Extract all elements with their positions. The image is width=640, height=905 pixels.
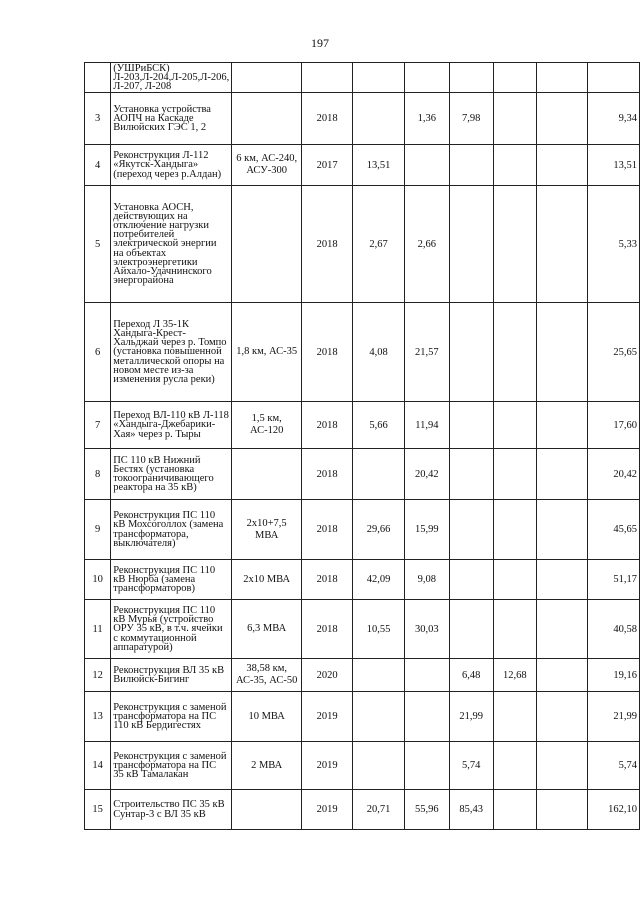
row-total: 40,58 [587, 600, 639, 659]
value-cell-2: 30,03 [405, 600, 449, 659]
value-cell-1: 4,08 [353, 303, 405, 402]
row-total: 21,99 [587, 692, 639, 742]
value-cell-2: 55,96 [405, 790, 449, 830]
value-cell-4 [493, 93, 536, 145]
project-name: Реконструкция ПС 110 кВ Мурья (устройство ОРУ 35 кВ, в т.ч. ячейки с коммутационной аппаратурой) [111, 600, 232, 659]
table-row [85, 145, 640, 186]
project-parameters: 1,8 км, АС-35 [232, 303, 302, 402]
project-parameters: 6,3 МВА [232, 600, 302, 659]
value-cell-2: 21,57 [405, 303, 449, 402]
project-parameters: 38,58 км, АС-35, АС-50 [232, 659, 302, 692]
value-cell-2 [405, 63, 449, 93]
value-cell-3 [449, 186, 493, 303]
commissioning-year: 2018 [302, 600, 353, 659]
value-cell-4 [493, 303, 536, 402]
row-number: 3 [85, 93, 111, 145]
project-parameters [232, 63, 302, 93]
value-cell-5 [536, 303, 587, 402]
commissioning-year: 2018 [302, 500, 353, 560]
value-cell-5 [536, 600, 587, 659]
row-total: 25,65 [587, 303, 639, 402]
value-cell-3 [449, 560, 493, 600]
value-cell-2: 15,99 [405, 500, 449, 560]
project-name: Реконструкция ПС 110 кВ Нюрба (замена трансформаторов) [111, 560, 232, 600]
value-cell-5 [536, 145, 587, 186]
row-number: 12 [85, 659, 111, 692]
commissioning-year: 2018 [302, 303, 353, 402]
row-number: 10 [85, 560, 111, 600]
table-row [85, 402, 640, 449]
value-cell-1: 42,09 [353, 560, 405, 600]
row-total: 5,33 [587, 186, 639, 303]
value-cell-1: 13,51 [353, 145, 405, 186]
commissioning-year: 2019 [302, 692, 353, 742]
value-cell-2: 2,66 [405, 186, 449, 303]
value-cell-3: 7,98 [449, 93, 493, 145]
value-cell-2: 1,36 [405, 93, 449, 145]
table-row [85, 692, 640, 742]
value-cell-5 [536, 500, 587, 560]
value-cell-3 [449, 600, 493, 659]
value-cell-2 [405, 692, 449, 742]
value-cell-3: 6,48 [449, 659, 493, 692]
row-number: 6 [85, 303, 111, 402]
project-name: Установка АОСН, действующих на отключение нагрузки потребителей электрической энергии на объектах электроэнергетики Айхало-Удачнинского энергорайона [111, 186, 232, 303]
row-number: 9 [85, 500, 111, 560]
row-number: 15 [85, 790, 111, 830]
project-name: Реконструкция ПС 110 кВ Мохсоголлох (замена трансформатора, выключателя) [111, 500, 232, 560]
commissioning-year: 2020 [302, 659, 353, 692]
value-cell-1 [353, 93, 405, 145]
value-cell-4 [493, 500, 536, 560]
value-cell-1: 2,67 [353, 186, 405, 303]
value-cell-3 [449, 402, 493, 449]
value-cell-2 [405, 145, 449, 186]
commissioning-year: 2019 [302, 742, 353, 790]
commissioning-year: 2018 [302, 449, 353, 500]
project-name: (УШРиБСК) Л-203,Л-204,Л-205,Л-206, Л-207, Л-208 [111, 63, 232, 93]
commissioning-year: 2018 [302, 186, 353, 303]
project-parameters: 2х10+7,5 МВА [232, 500, 302, 560]
project-name: Реконструкция ВЛ 35 кВ Вилюйск-Бигинг [111, 659, 232, 692]
value-cell-2 [405, 742, 449, 790]
value-cell-5 [536, 402, 587, 449]
value-cell-1: 29,66 [353, 500, 405, 560]
row-total: 45,65 [587, 500, 639, 560]
project-name: ПС 110 кВ Нижний Бестях (установка токоограничивающего реактора на 35 кВ) [111, 449, 232, 500]
project-parameters: 10 МВА [232, 692, 302, 742]
row-total [587, 63, 639, 93]
project-name: Установка устройства АОПЧ на Каскаде Вилюйских ГЭС 1, 2 [111, 93, 232, 145]
value-cell-5 [536, 790, 587, 830]
row-total: 13,51 [587, 145, 639, 186]
value-cell-5 [536, 659, 587, 692]
project-name: Реконструкция с заменой трансформатора на ПС 35 кВ Тамалакан [111, 742, 232, 790]
project-parameters [232, 93, 302, 145]
project-name: Реконструкция Л-112 «Якутск-Хандыга» (переход через р.Алдан) [111, 145, 232, 186]
row-total: 20,42 [587, 449, 639, 500]
commissioning-year: 2018 [302, 560, 353, 600]
value-cell-3: 5,74 [449, 742, 493, 790]
value-cell-4 [493, 692, 536, 742]
value-cell-4 [493, 402, 536, 449]
commissioning-year: 2019 [302, 790, 353, 830]
value-cell-3 [449, 500, 493, 560]
value-cell-4 [493, 560, 536, 600]
value-cell-3 [449, 449, 493, 500]
row-total: 162,10 [587, 790, 639, 830]
commissioning-year: 2018 [302, 402, 353, 449]
value-cell-2: 11,94 [405, 402, 449, 449]
row-total: 17,60 [587, 402, 639, 449]
value-cell-4 [493, 742, 536, 790]
value-cell-3: 85,43 [449, 790, 493, 830]
value-cell-4 [493, 449, 536, 500]
value-cell-5 [536, 449, 587, 500]
project-parameters: 6 км, АС-240, АСУ-300 [232, 145, 302, 186]
value-cell-3 [449, 63, 493, 93]
row-total: 19,16 [587, 659, 639, 692]
project-parameters: 2х10 МВА [232, 560, 302, 600]
row-total: 9,34 [587, 93, 639, 145]
value-cell-4 [493, 600, 536, 659]
table-body [85, 63, 640, 830]
page-number: 197 [311, 36, 329, 50]
table-row [85, 93, 640, 145]
value-cell-1 [353, 659, 405, 692]
value-cell-5 [536, 93, 587, 145]
commissioning-year: 2017 [302, 145, 353, 186]
project-parameters: 1,5 км, АС-120 [232, 402, 302, 449]
row-number: 4 [85, 145, 111, 186]
value-cell-5 [536, 692, 587, 742]
value-cell-2: 20,42 [405, 449, 449, 500]
value-cell-5 [536, 560, 587, 600]
project-name: Строительство ПС 35 кВ Сунтар-3 с ВЛ 35 кВ [111, 790, 232, 830]
table-row [85, 600, 640, 659]
row-number: 11 [85, 600, 111, 659]
value-cell-2 [405, 659, 449, 692]
project-name: Реконструкция с заменой трансформатора на ПС 110 кВ Бердигестях [111, 692, 232, 742]
value-cell-4 [493, 186, 536, 303]
value-cell-3 [449, 303, 493, 402]
table-row [85, 500, 640, 560]
table-row [85, 449, 640, 500]
value-cell-1 [353, 692, 405, 742]
row-number: 5 [85, 186, 111, 303]
row-number [85, 63, 111, 93]
value-cell-4 [493, 63, 536, 93]
row-number: 7 [85, 402, 111, 449]
commissioning-year [302, 63, 353, 93]
value-cell-1: 5,66 [353, 402, 405, 449]
value-cell-1 [353, 449, 405, 500]
row-number: 8 [85, 449, 111, 500]
project-parameters [232, 790, 302, 830]
project-name: Переход ВЛ-110 кВ Л-118 «Хандыга-Джебарики-Хая» через р. Тыры [111, 402, 232, 449]
table-row [85, 790, 640, 830]
value-cell-3: 21,99 [449, 692, 493, 742]
row-number: 14 [85, 742, 111, 790]
table-row [85, 63, 640, 93]
row-total: 51,17 [587, 560, 639, 600]
row-total: 5,74 [587, 742, 639, 790]
table-row [85, 560, 640, 600]
value-cell-5 [536, 186, 587, 303]
value-cell-1 [353, 742, 405, 790]
investment-table [84, 62, 640, 830]
value-cell-4 [493, 790, 536, 830]
value-cell-5 [536, 63, 587, 93]
value-cell-2: 9,08 [405, 560, 449, 600]
commissioning-year: 2018 [302, 93, 353, 145]
value-cell-3 [449, 145, 493, 186]
value-cell-4: 12,68 [493, 659, 536, 692]
project-name: Переход Л 35-1К Хандыга-Крест-Хальджай через р. Томпо (установка повышенной металлической опоры на новом месте из-за изменения русла реки) [111, 303, 232, 402]
project-parameters [232, 449, 302, 500]
table-row [85, 186, 640, 303]
value-cell-5 [536, 742, 587, 790]
value-cell-1: 10,55 [353, 600, 405, 659]
project-parameters [232, 186, 302, 303]
table-row [85, 303, 640, 402]
table-row [85, 742, 640, 790]
value-cell-4 [493, 145, 536, 186]
value-cell-1: 20,71 [353, 790, 405, 830]
project-parameters: 2 МВА [232, 742, 302, 790]
value-cell-1 [353, 63, 405, 93]
row-number: 13 [85, 692, 111, 742]
table-row [85, 659, 640, 692]
